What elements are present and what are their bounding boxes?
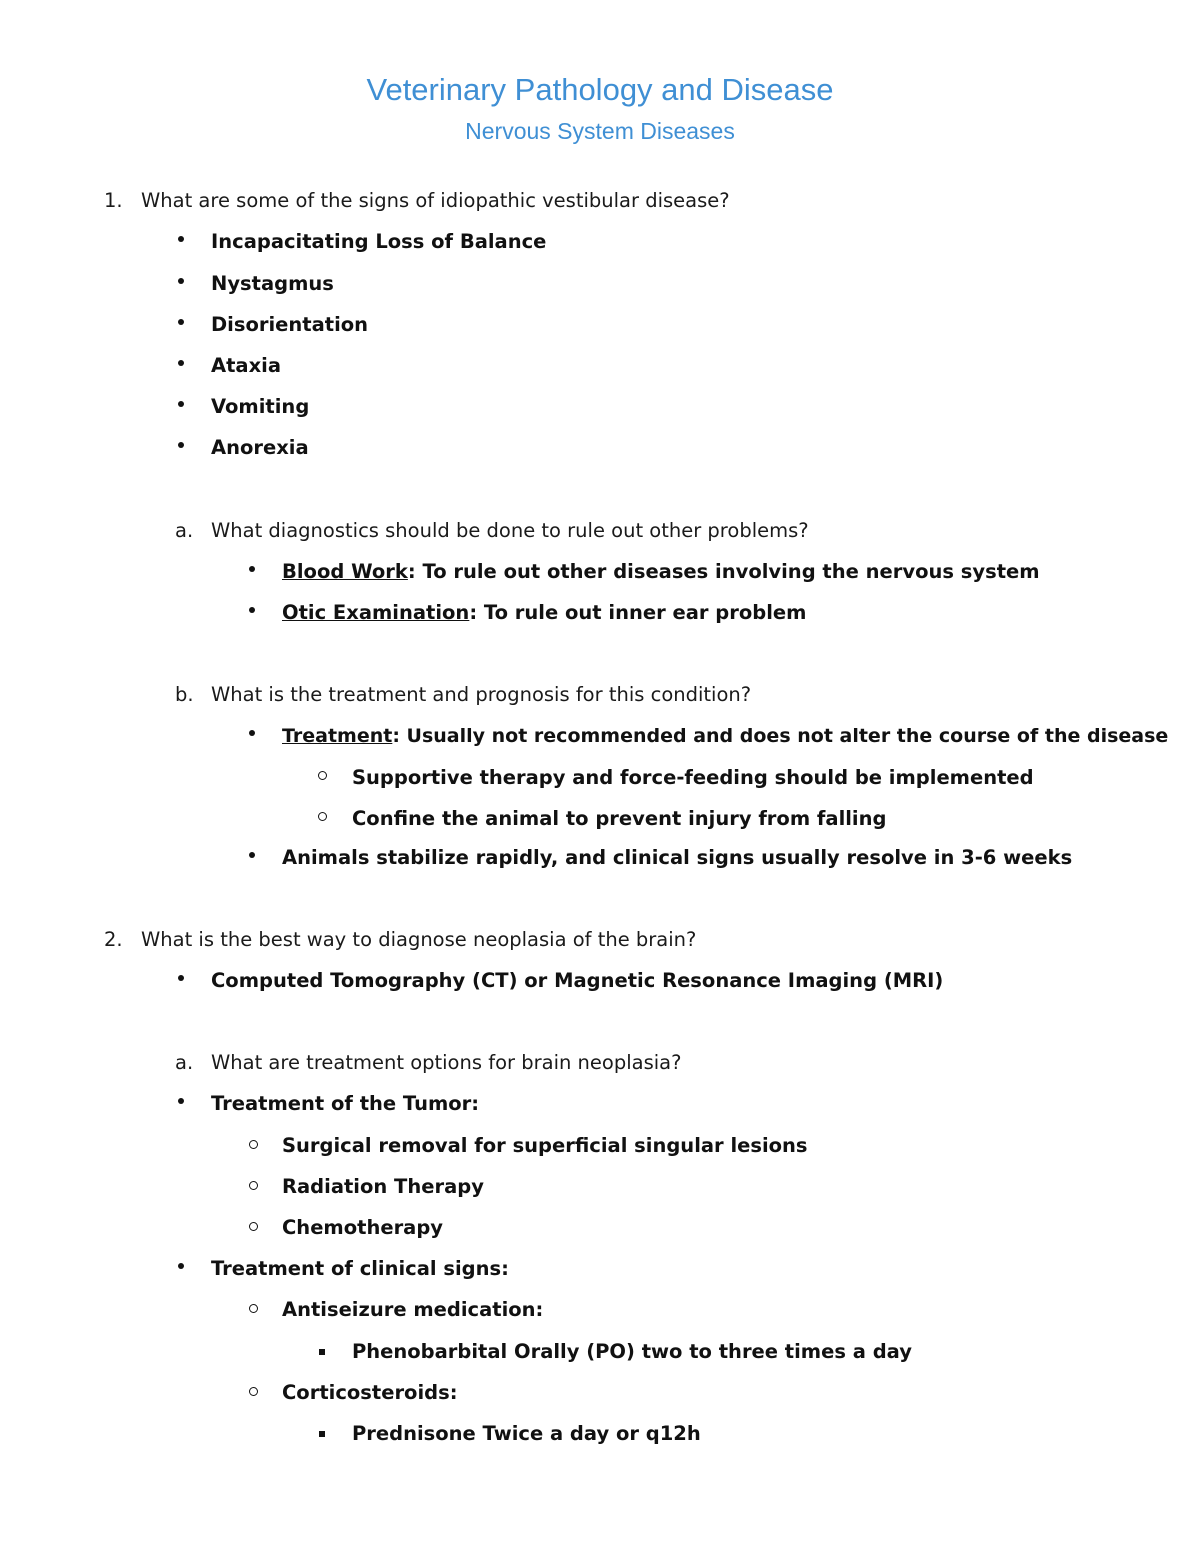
bullet-icon (178, 1263, 184, 1269)
bullet-icon (178, 278, 184, 284)
term-label: Blood Work (282, 560, 408, 583)
bullet-icon (249, 852, 255, 858)
list-item (282, 559, 1040, 585)
term-description: : To rule out inner ear problem (469, 601, 807, 624)
list-item: Antiseizure medication: (282, 1298, 544, 1321)
subquestion-letter: a. (175, 519, 194, 542)
document-title: Veterinary Pathology and Disease (366, 72, 834, 107)
square-bullet-icon (319, 1349, 325, 1355)
list-item (282, 723, 1168, 749)
list-item: Prednisone Twice a day or q12h (352, 1422, 701, 1445)
bullet-icon (178, 319, 184, 325)
list-item: Chemotherapy (282, 1216, 444, 1239)
question-text: What is the best way to diagnose neoplasia of the brain? (141, 928, 697, 951)
list-item: Vomiting (211, 395, 310, 418)
list-item: Radiation Therapy (282, 1175, 484, 1198)
bullet-icon (178, 1098, 184, 1104)
subquestion-letter: a. (175, 1051, 194, 1074)
list-item: Supportive therapy and force-feeding should be implemented (352, 766, 1034, 789)
circle-bullet-icon (249, 1387, 258, 1396)
bullet-icon (249, 730, 255, 736)
list-item: Treatment of clinical signs: (211, 1257, 509, 1280)
square-bullet-icon (319, 1431, 325, 1437)
list-item: Animals stabilize rapidly, and clinical signs usually resolve in 3-6 weeks (282, 846, 1073, 869)
list-item: Computed Tomography (CT) or Magnetic Resonance Imaging (MRI) (211, 969, 944, 992)
circle-bullet-icon (249, 1222, 258, 1231)
term-label: Otic Examination (282, 601, 470, 624)
list-item: Ataxia (211, 354, 281, 377)
bullet-icon (178, 975, 184, 981)
list-item: Confine the animal to prevent injury from falling (352, 807, 887, 830)
list-item: Surgical removal for superficial singular lesions (282, 1134, 808, 1157)
term-description: : Usually not recommended and does not alter the course of the disease (392, 725, 1169, 747)
document-subtitle: Nervous System Diseases (465, 118, 735, 144)
bullet-icon (178, 442, 184, 448)
question-number: 2. (104, 928, 123, 951)
bullet-icon (249, 607, 255, 613)
list-item (282, 600, 806, 626)
list-item: Phenobarbital Orally (PO) two to three times a day (352, 1340, 912, 1363)
list-item: Incapacitating Loss of Balance (211, 230, 547, 253)
question-number: 1. (104, 189, 123, 212)
circle-bullet-icon (249, 1304, 258, 1313)
circle-bullet-icon (318, 771, 327, 780)
circle-bullet-icon (249, 1181, 258, 1190)
list-item: Treatment of the Tumor: (211, 1092, 480, 1115)
bullet-icon (178, 360, 184, 366)
term-description: : To rule out other diseases involving the nervous system (407, 560, 1040, 583)
question-text: What are some of the signs of idiopathic vestibular disease? (141, 189, 730, 212)
subquestion-letter: b. (175, 683, 194, 706)
list-item: Corticosteroids: (282, 1381, 458, 1404)
bullet-icon (249, 566, 255, 572)
subquestion-text: What diagnostics should be done to rule out other problems? (211, 519, 809, 542)
subquestion-text: What are treatment options for brain neoplasia? (211, 1051, 682, 1074)
subquestion-text: What is the treatment and prognosis for this condition? (211, 683, 752, 706)
term-label: Treatment (282, 725, 393, 747)
list-item: Nystagmus (211, 272, 334, 295)
bullet-icon (178, 401, 184, 407)
bullet-icon (178, 236, 184, 242)
list-item: Disorientation (211, 313, 369, 336)
circle-bullet-icon (249, 1140, 258, 1149)
list-item: Anorexia (211, 436, 309, 459)
circle-bullet-icon (318, 812, 327, 821)
